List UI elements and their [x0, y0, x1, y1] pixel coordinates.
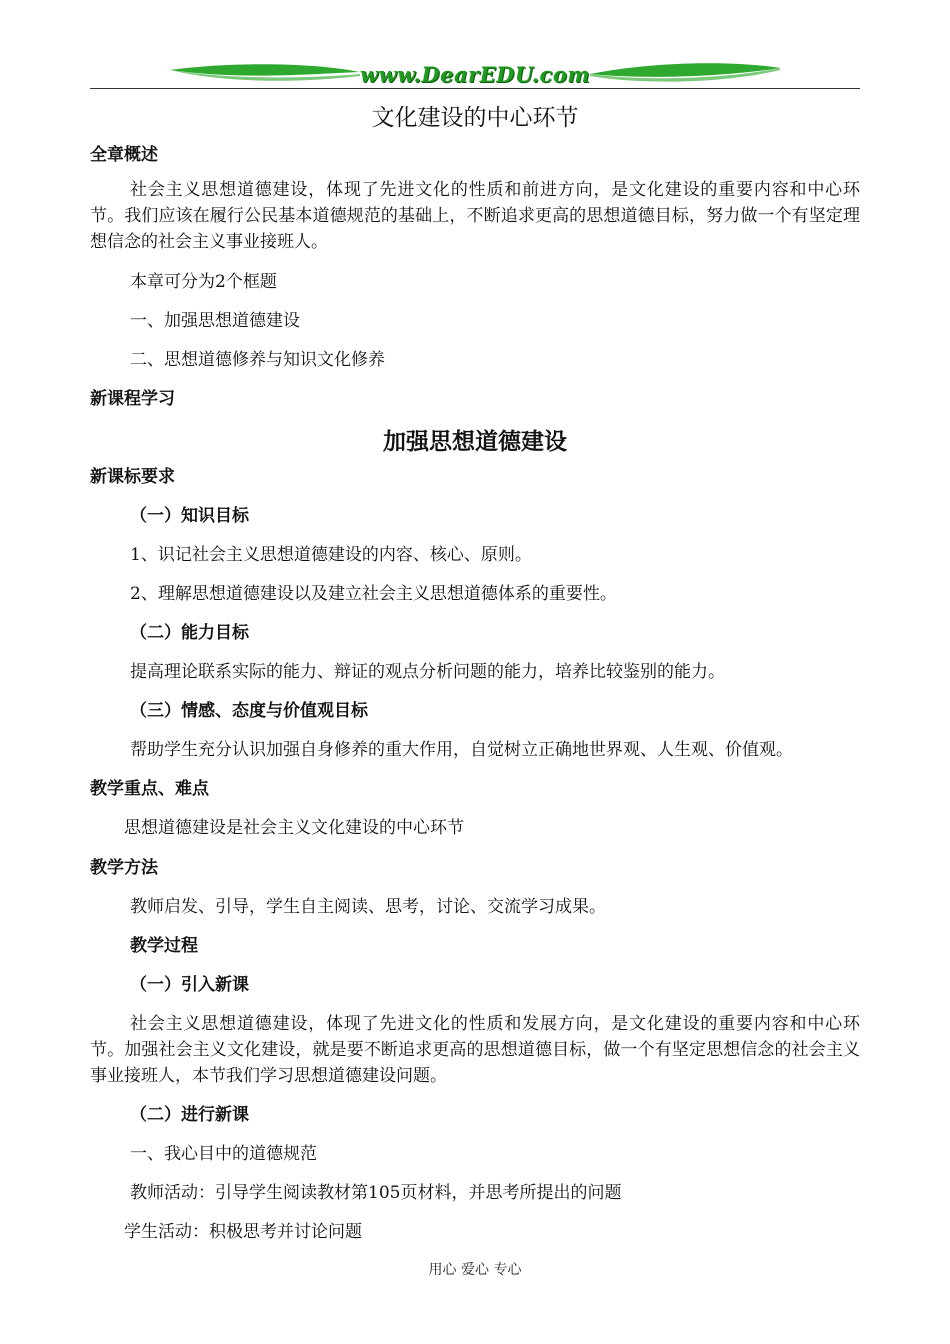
ability-goal-heading: （二）能力目标 — [130, 623, 249, 643]
document-title: 文化建设的中心环节 — [371, 105, 579, 131]
teacher-activity: 教师活动：引导学生阅读教材第105页材料，并思考所提出的问题 — [130, 1183, 622, 1203]
focus-heading: 教学重点、难点 — [90, 779, 209, 799]
lesson-item-1: 一、我心目中的道德规范 — [130, 1144, 317, 1164]
site-header-banner — [90, 58, 860, 92]
method-heading: 教学方法 — [90, 858, 158, 878]
intro-heading: （一）引入新课 — [130, 975, 249, 995]
new-lesson-heading: （二）进行新课 — [130, 1105, 249, 1125]
site-logo-text[interactable]: www.DearEDU.com — [359, 62, 591, 87]
overview-heading: 全章概述 — [90, 145, 158, 165]
section-2-title: 二、思想道德修养与知识文化修养 — [130, 350, 385, 370]
focus-text: 思想道德建设是社会主义文化建设的中心环节 — [124, 818, 464, 838]
standards-heading: 新课标要求 — [90, 467, 175, 487]
knowledge-item-2: 2、理解思想道德建设以及建立社会主义思想道德体系的重要性。 — [130, 584, 617, 604]
student-activity: 学生活动：积极思考并讨论问题 — [124, 1222, 362, 1242]
overview-paragraph: 社会主义思想道德建设，体现了先进文化的性质和前进方向，是文化建设的重要内容和中心环节。我们应该在履行公民基本道德规范的基础上，不断追求更高的思想道德目标，努力做一个有坚定理想信念的社会主义事业接班人。 — [90, 180, 860, 252]
knowledge-goal-heading: （一）知识目标 — [130, 506, 249, 526]
ability-goal-text: 提高理论联系实际的能力、辩证的观点分析问题的能力，培养比较鉴别的能力。 — [130, 662, 725, 682]
section-1-title: 一、加强思想道德建设 — [130, 311, 300, 331]
knowledge-item-1: 1、识记社会主义思想道德建设的内容、核心、原则。 — [130, 545, 532, 565]
section-center-title: 加强思想道德建设 — [383, 429, 567, 455]
new-course-heading: 新课程学习 — [90, 389, 175, 409]
intro-paragraph: 社会主义思想道德建设，体现了先进文化的性质和发展方向，是文化建设的重要内容和中心环节。加强社会主义文化建设，就是要不断追求更高的思想道德目标，做一个有坚定思想信念的社会主义事业接班人，本节我们学习思想道德建设问题。 — [90, 1014, 860, 1086]
emotion-goal-text: 帮助学生充分认识加强自身修养的重大作用，自觉树立正确地世界观、人生观、价值观。 — [130, 740, 793, 760]
emotion-goal-heading: （三）情感、态度与价值观目标 — [130, 701, 368, 721]
header-divider — [90, 88, 860, 89]
process-heading: 教学过程 — [130, 936, 198, 956]
sections-note: 本章可分为2个框题 — [130, 272, 277, 292]
method-text: 教师启发、引导，学生自主阅读、思考，讨论、交流学习成果。 — [130, 897, 606, 917]
page-footer: 用心 爱心 专心 — [428, 1262, 522, 1278]
